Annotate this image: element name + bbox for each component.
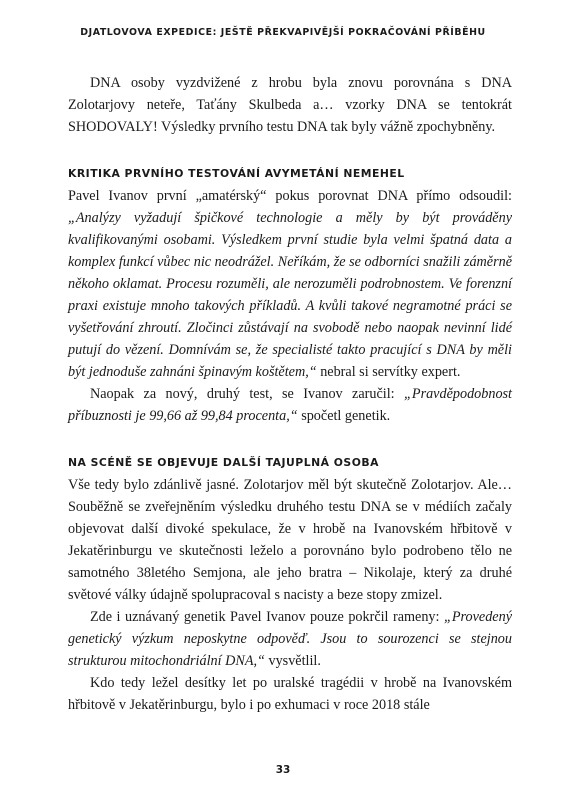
paragraph-ivanov-criticism [68,185,512,383]
paragraph-second-test [68,383,512,427]
text-tail: nebral si servítky expert. [316,364,461,380]
text-lead: Naopak za nový, druhý test, se Ivanov zaručil: [90,386,405,402]
text-tail: vysvětlil. [264,653,321,669]
quote-ivanov: „Analýzy vyžadují špičkové technologie a měly by být prováděny kvalifikovanými osobami. Výsledkem první studie byla velmi špatná data a komplex funkcí vůbec nic neodrážel. Neříkám, že se odborníci snažili záměrně někoho oklamat. Procesu rozuměli, ale nerozuměli podrobnostem. Ve forenzní praxi existuje mnoho takových příkladů. A kvůli takové negramotné práci se vyšetřování zhroutí. Zločinci zůstávají na svobodě nebo naopak nevinní lidé putují do vězení. Domnívám se, že specialisté takto pracující s DNA by měli být jednoduše zahnáni špinavým koštětem,“ [68,210,512,380]
paragraph-intro: DNA osoby vyzdvižené z hrobu byla znovu porovnána s DNA Zolotarjovy neteře, Taťány Skulbeda a… vzorky DNA se tentokrát SHODOVALY! Výsledky prvního testu DNA tak byly vážně zpochybněny. [68,75,512,135]
section-heading-mystery-person: NA SCÉNĚ SE OBJEVUJE DALŠÍ TAJUPLNÁ OSOBA [68,456,379,469]
paragraph-geneticist [68,606,512,672]
quote-siblings: „Provedený genetický výzkum neposkytne odpověď. Jsou to sourozenci se stejnou strukturou mitochondriální DNA,“ [68,609,512,669]
section-heading-criticism: KRITIKA PRVNÍHO TESTOVÁNÍ AVYMETÁNÍ NEMEHEL [68,167,405,180]
text-lead: Zde i uznávaný genetik Pavel Ivanov pouze pokrčil rameny: [90,609,444,625]
running-head: DJATLOVOVA EXPEDICE: JEŠTĚ PŘEKVAPIVĚJŠÍ POKRAČOVÁNÍ PŘÍBĚHU [80,27,486,38]
page-body [68,72,512,716]
paragraph-who-lay: Kdo tedy ležel desítky let po uralské tragédii v hrobě na Ivanovském hřbitově v Jekatěrinburgu, bylo i po exhumaci v roce 2018 stále [68,675,512,713]
text-lead: Pavel Ivanov první „amatérský“ pokus porovnat DNA přímo odsoudil: [68,188,512,204]
text-tail: spočetl genetik. [297,408,391,424]
quote-probability: „Pravděpodobnost příbuznosti je 99,66 až 99,84 procenta,“ [68,386,512,424]
page-number: 33 [275,764,291,776]
paragraph-speculation: Vše tedy bylo zdánlivě jasné. Zolotarjov měl být skutečně Zolotarjov. Ale… Souběžně se zveřejněním výsledku druhého testu DNA se v médiích začaly objevovat další divoké spekulace, že v hrobě na Ivanovském hřbitově v Jekatěrinburgu ve skutečnosti leželo a porovnáno bylo podrobeno tělo ne samotného 38letého Semjona, ale jeho bratra – Nikolaje, který za druhé světové války údajně spolupracoval s nacisty a beze stopy zmizel. [68,477,512,603]
